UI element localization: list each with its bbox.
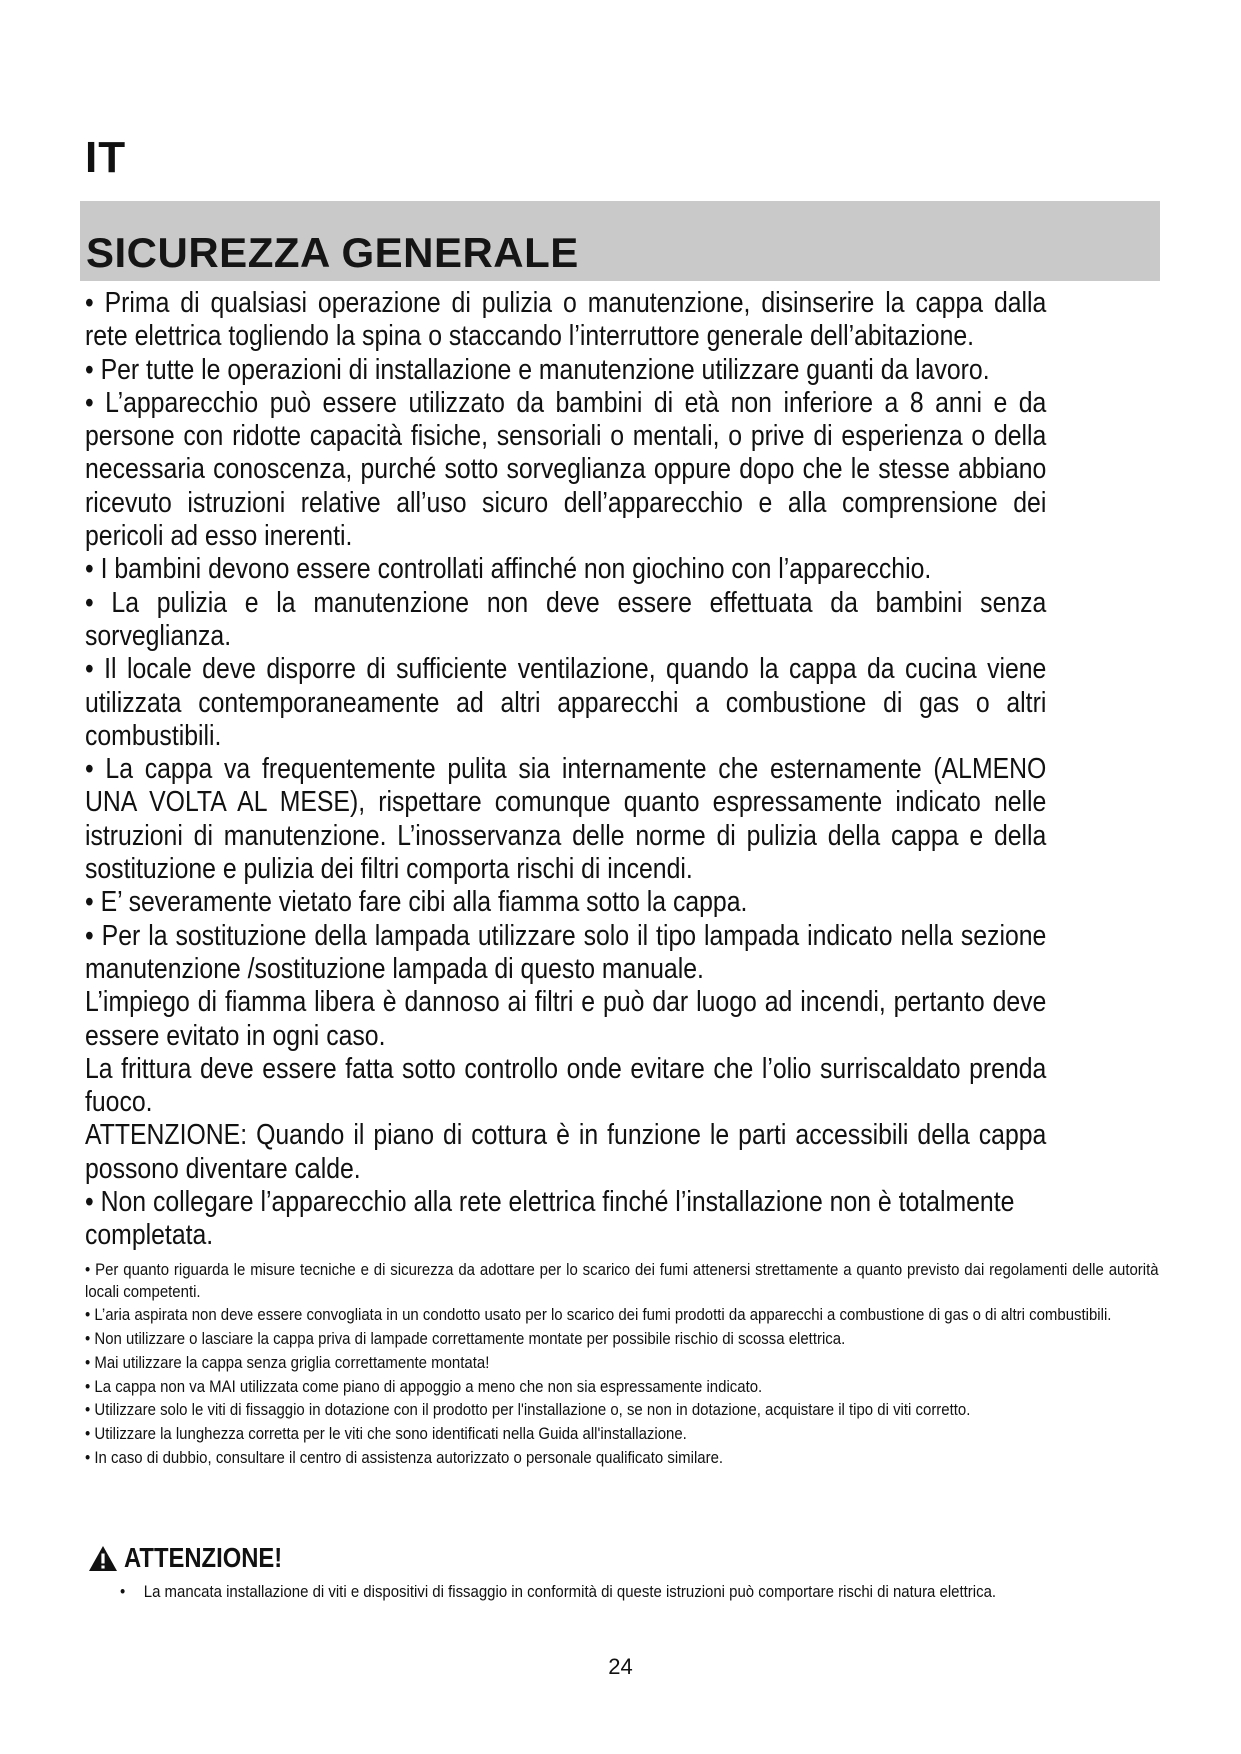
warning-triangle-icon: [88, 1545, 118, 1572]
warning-heading: [88, 1542, 310, 1574]
safety-paragraph: • Non collegare l’apparecchio alla rete elettrica finché l’installazione non è totalmente completata.: [85, 1186, 1015, 1252]
safety-paragraph: • La pulizia e la manutenzione non deve essere effettuata da bambini senza sorveglianza.: [85, 586, 1047, 652]
safety-paragraph: • E’ severamente vietato fare cibi alla fiamma sotto la cappa.: [85, 886, 748, 919]
note-paragraph: • Non utilizzare o lasciare la cappa priva di lampade correttamente montate per possibile rischio di scossa elettrica.: [85, 1329, 846, 1349]
safety-paragraph: • Il locale deve disporre di sufficiente ventilazione, quando la cappa da cucina viene utilizzata contemporaneamente ad altri apparecchi a combustione di gas o altri combustibili.: [85, 653, 1047, 752]
safety-paragraph: La frittura deve essere fatta sotto controllo onde evitare che l’olio surriscaldato prenda fuoco.: [85, 1052, 1047, 1119]
warning-title: ATTENZIONE!: [124, 1542, 283, 1573]
safety-paragraph: • Prima di qualsiasi operazione di pulizia o manutenzione, disinserire la cappa dalla rete elettrica togliendo la spina o staccando l’interruttore generale dell’abitazione.: [85, 287, 1047, 353]
note-paragraph: • L’aria aspirata non deve essere convogliata in un condotto usato per lo scarico dei fumi prodotti da apparecchi a combustione di gas o di altri combustibili.: [85, 1305, 1112, 1325]
safety-paragraph: • Per tutte le operazioni di installazione e manutenzione utilizzare guanti da lavoro.: [85, 353, 990, 386]
section-header-banner: [80, 201, 1160, 281]
note-paragraph: • In caso di dubbio, consultare il centro di assistenza autorizzato o personale qualificato similare.: [85, 1447, 724, 1467]
warning-text: La mancata installazione di viti e dispositivi di fissaggio in conformità di queste istruzioni può comportare rischi di natura elettrica.: [143, 1582, 997, 1601]
note-paragraph: • Per quanto riguarda le misure tecniche e di sicurezza da adottare per lo scarico dei fumi attenersi strettamente a quanto previsto dai regolamenti delle autorità locali competenti.: [85, 1260, 1159, 1301]
note-paragraph: • Utilizzare solo le viti di fissaggio in dotazione con il prodotto per l'installazione o, se non in dotazione, acquistare il tipo di viti corretto.: [85, 1400, 971, 1420]
safety-paragraph: • L’apparecchio può essere utilizzato da bambini di età non inferiore a 8 anni e da persone con ridotte capacità fisiche, sensoriali o mentali, o prive di esperienza o della necessaria conoscenza, purché sotto sorveglianza oppure dopo che le stesse abbiano ricevuto istruzioni relative all’uso sicuro dell’apparecchio e alla comprensione dei pericoli ad esso inerenti.: [85, 386, 1047, 553]
warning-bullet: •: [120, 1582, 126, 1601]
safety-paragraph: • I bambini devono essere controllati affinché non giochino con l’apparecchio.: [85, 553, 932, 586]
page-number: 24: [608, 1654, 633, 1679]
safety-paragraph: • La cappa va frequentemente pulita sia internamente che esternamente (ALMENO UNA VOLTA AL MESE), rispettare comunque quanto espressamente indicato nelle istruzioni di manutenzione. L’inosservanza delle norme di pulizia della cappa e della sostituzione e pulizia dei filtri comporta rischi di incendi.: [85, 753, 1047, 886]
note-paragraph: • Utilizzare la lunghezza corretta per le viti che sono identificati nella Guida all'installazione.: [85, 1423, 687, 1443]
safety-paragraph: • Per la sostituzione della lampada utilizzare solo il tipo lampada indicato nella sezione manutenzione /sostituzione lampada di questo manuale.: [85, 919, 1047, 985]
safety-paragraph: ATTENZIONE: Quando il piano di cottura è in funzione le parti accessibili della cappa possono diventare calde.: [85, 1119, 1047, 1185]
note-paragraph: • La cappa non va MAI utilizzata come piano di appoggio a meno che non sia espressamente indicato.: [85, 1376, 763, 1396]
section-title: SICUREZZA GENERALE: [86, 229, 579, 276]
language-code: IT: [85, 133, 127, 182]
note-paragraph: • Mai utilizzare la cappa senza griglia correttamente montata!: [85, 1352, 490, 1372]
main-safety-text: [85, 287, 1046, 1253]
additional-safety-notes: [85, 1259, 1159, 1470]
safety-paragraph: L’impiego di fiamma libera è dannoso ai filtri e può dar luogo ad incendi, pertanto deve essere evitato in ogni caso.: [85, 986, 1047, 1052]
warning-body: [120, 1581, 1202, 1602]
